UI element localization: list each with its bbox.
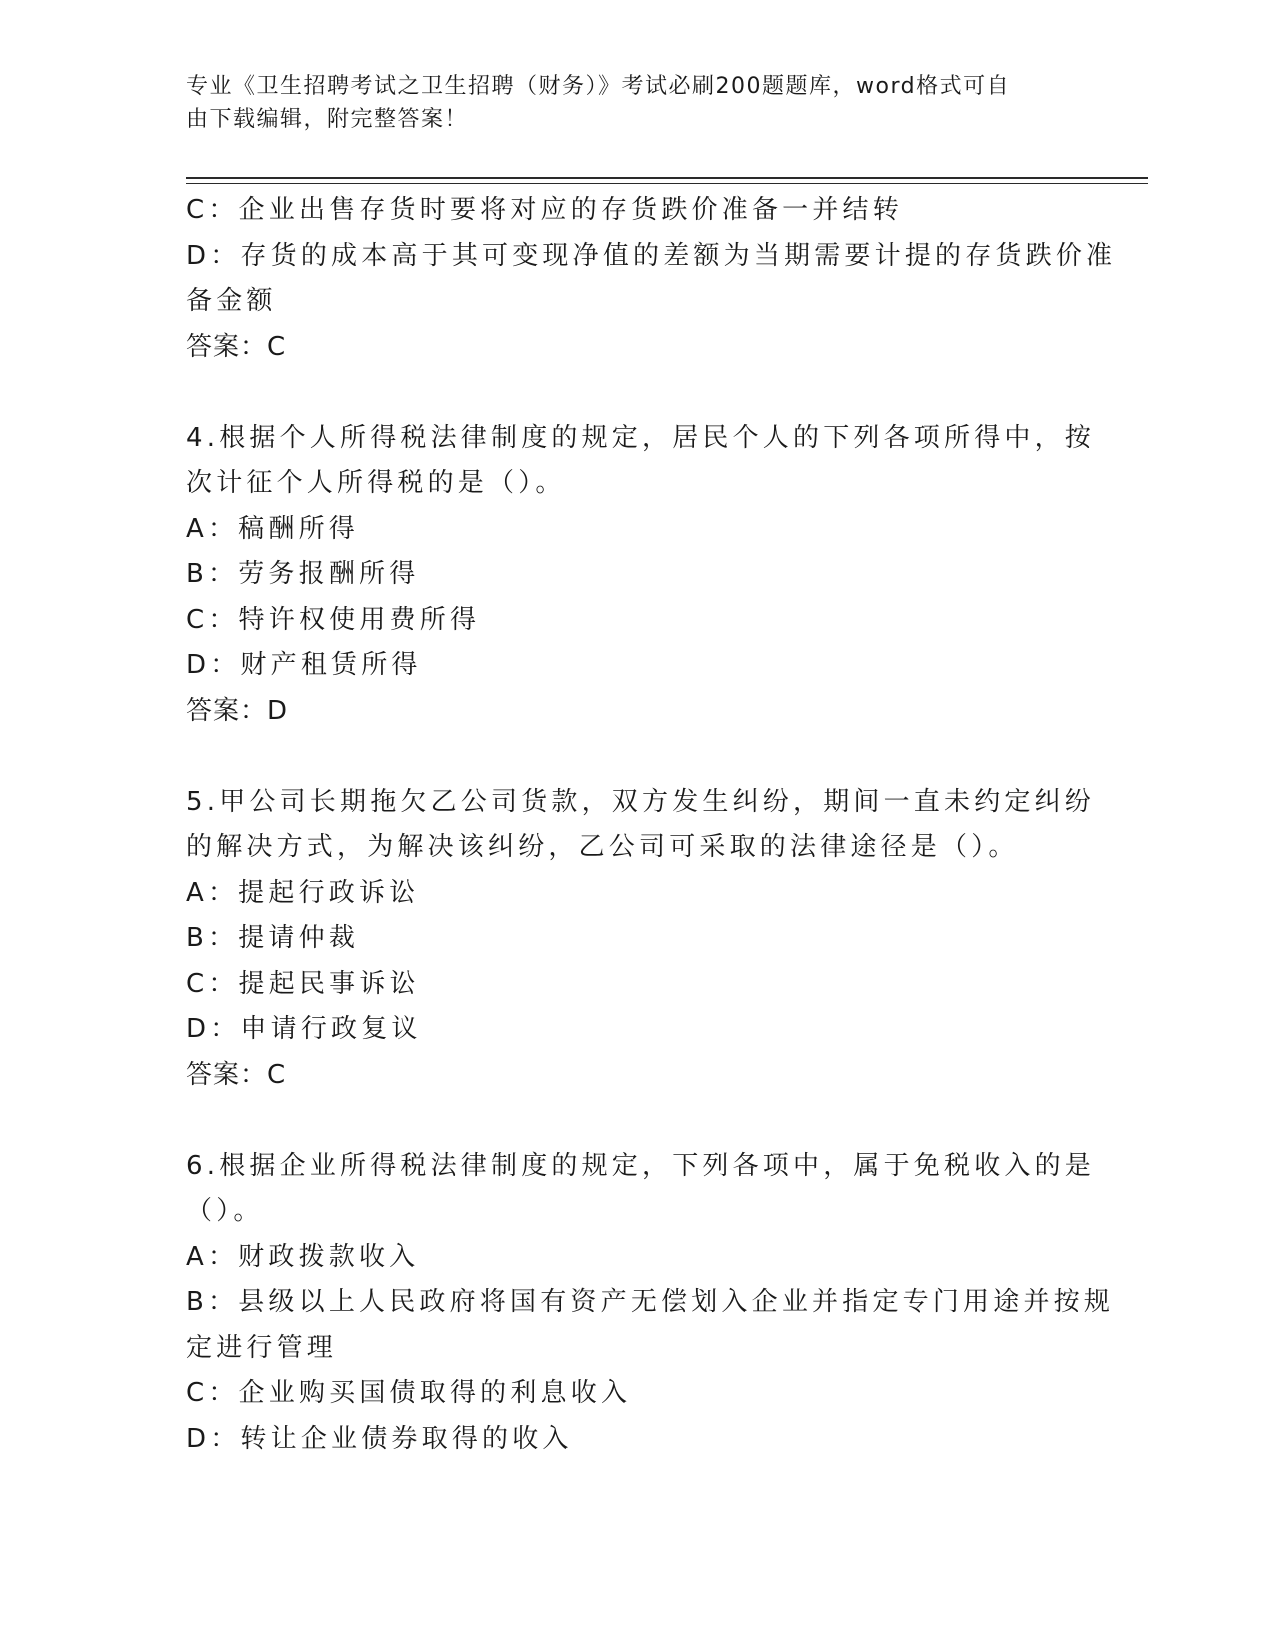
header-divider-thin bbox=[186, 183, 1148, 184]
question-6 bbox=[186, 1144, 1115, 1463]
header-line-2: 由下载编辑，附完整答案！ bbox=[186, 107, 469, 132]
option-d: D：申请行政复议 bbox=[186, 1014, 422, 1044]
spacer bbox=[186, 1098, 1086, 1144]
option-b: B：劳务报酬所得 bbox=[186, 559, 420, 589]
question-4 bbox=[186, 416, 1096, 735]
option-a: A：稿酬所得 bbox=[186, 513, 359, 544]
question-stem-line-1: 6.根据企业所得税法律制度的规定，下列各项中，属于免税收入的是 bbox=[186, 1150, 1096, 1181]
question-stem-line-2: 的解决方式，为解决该纠纷，乙公司可采取的法律途径是（）。 bbox=[186, 832, 1019, 862]
spacer bbox=[186, 734, 1086, 780]
option-d-line-1: D：存货的成本高于其可变现净值的差额为当期需要计提的存货跌价准 bbox=[186, 240, 1117, 271]
option-c: C：特许权使用费所得 bbox=[186, 604, 481, 635]
question-5 bbox=[186, 780, 1096, 1099]
option-c: C：企业购买国债取得的利息收入 bbox=[186, 1378, 632, 1408]
option-b: B：提请仲裁 bbox=[186, 923, 360, 953]
answer: 答案：C bbox=[186, 1059, 287, 1090]
option-d: D：转让企业债券取得的收入 bbox=[186, 1423, 573, 1454]
option-c: C：提起民事诉讼 bbox=[186, 968, 420, 999]
spacer bbox=[186, 370, 1086, 416]
answer: 答案：D bbox=[186, 695, 289, 726]
option-b-line-2: 定进行管理 bbox=[186, 1332, 338, 1363]
answer: 答案：C bbox=[186, 331, 287, 362]
option-c: C：企业出售存货时要将对应的存货跌价准备一并结转 bbox=[186, 195, 903, 225]
question-stem-line-2: （）。 bbox=[186, 1196, 264, 1226]
option-d: D：财产租赁所得 bbox=[186, 650, 422, 680]
question-stem-line-1: 4.根据个人所得税法律制度的规定，居民个人的下列各项所得中，按 bbox=[186, 422, 1096, 453]
question-stem-line-2: 次计征个人所得税的是（）。 bbox=[186, 468, 566, 498]
header-divider-thick bbox=[186, 177, 1148, 179]
document-header bbox=[186, 70, 1066, 136]
question-list bbox=[186, 188, 1117, 1462]
question-stem-line-1: 5.甲公司长期拖欠乙公司货款，双方发生纠纷，期间一直未约定纠纷 bbox=[186, 786, 1096, 817]
question-3-tail bbox=[186, 188, 1117, 370]
option-b-line-1: B：县级以上人民政府将国有资产无偿划入企业并指定专门用途并按规 bbox=[186, 1287, 1115, 1317]
option-a: A：提起行政诉讼 bbox=[186, 877, 420, 908]
header-line-1: 专业《卫生招聘考试之卫生招聘（财务）》考试必刷200题题库，word格式可自 bbox=[186, 74, 1011, 99]
option-d-line-2: 备金额 bbox=[186, 286, 277, 316]
option-a: A：财政拨款收入 bbox=[186, 1241, 420, 1272]
